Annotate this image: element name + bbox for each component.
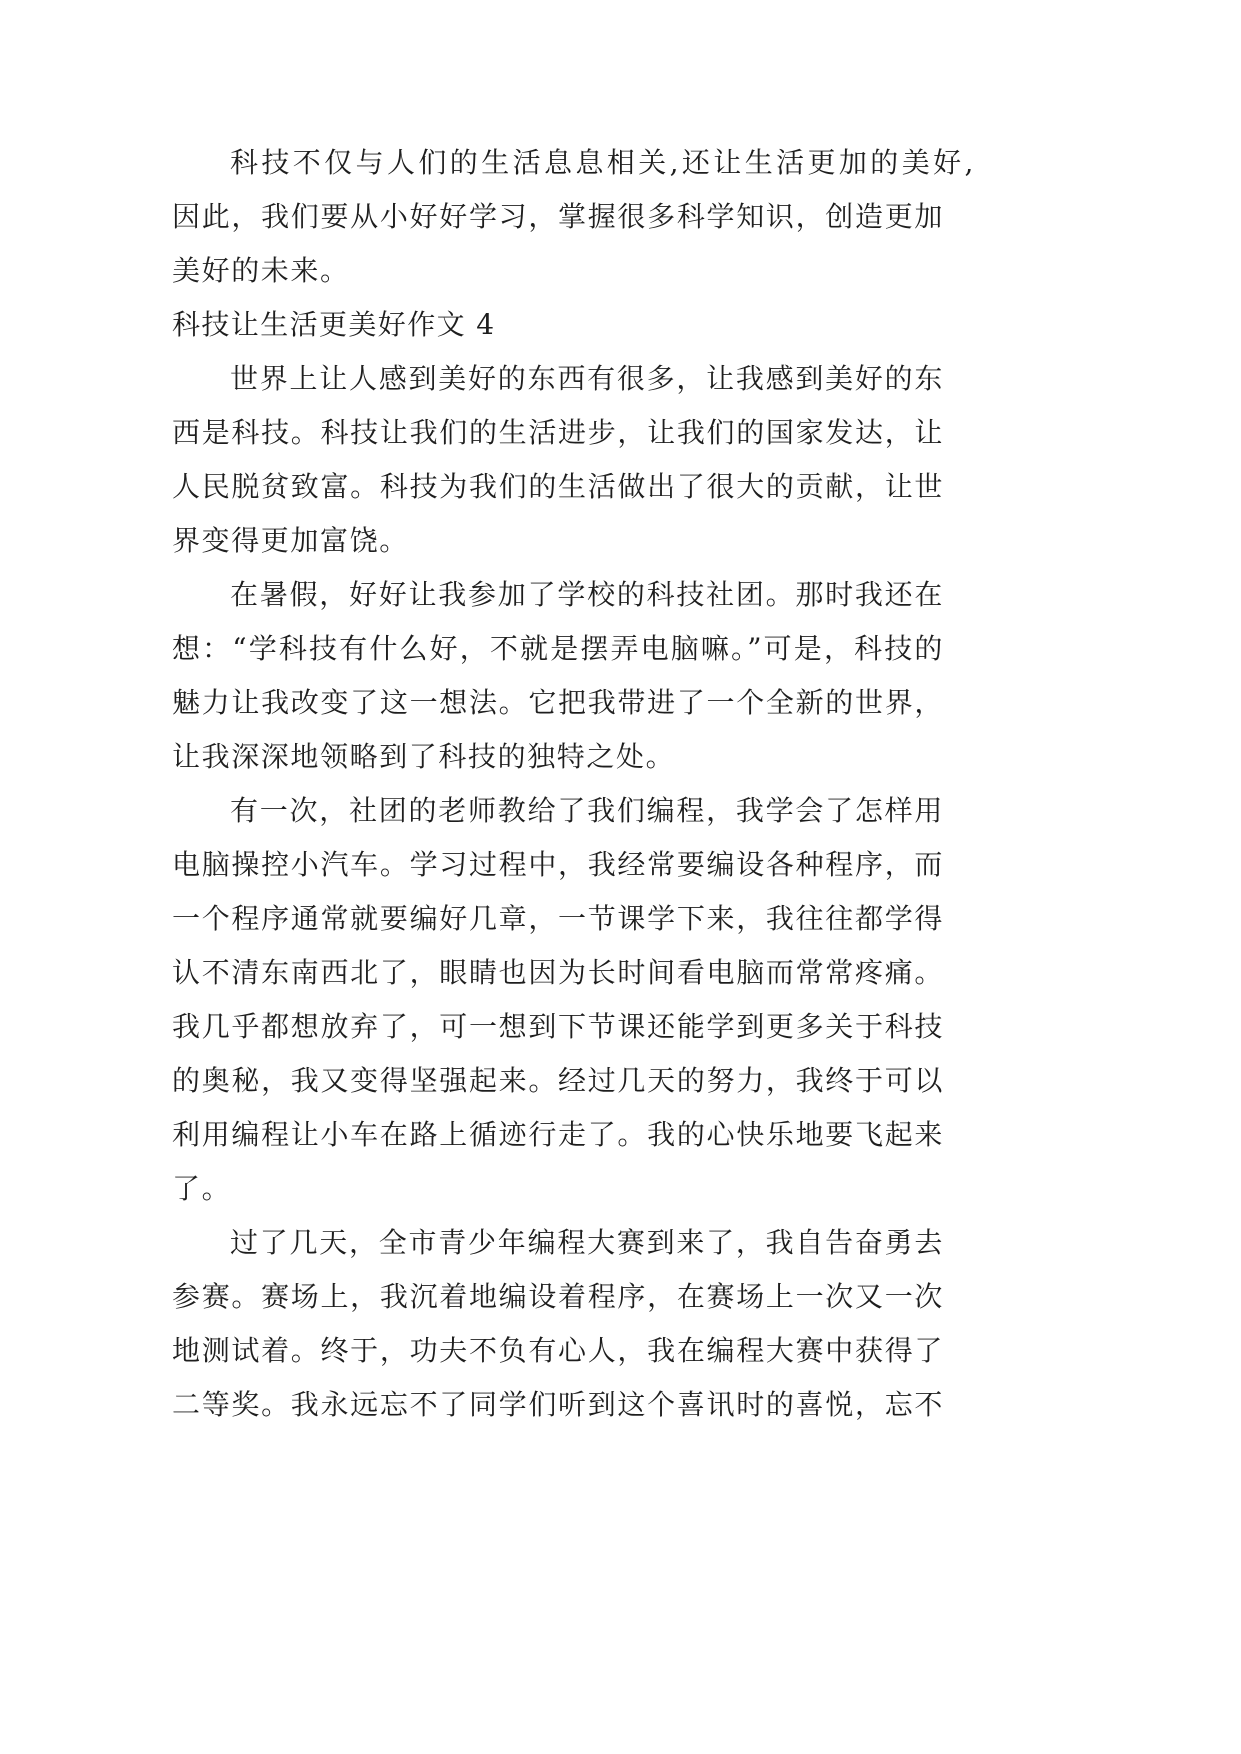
paragraph-line: 想：“学科技有什么好，不就是摆弄电脑嘛。”可是，科技的	[172, 632, 944, 665]
paragraph	[172, 1216, 944, 1432]
paragraph-line: 魅力让我改变了这一想法。它把我带进了一个全新的世界，	[172, 686, 944, 719]
paragraph-line: 在暑假，好好让我参加了学校的科技社团。那时我还在	[230, 578, 944, 611]
paragraph-continued	[172, 136, 975, 298]
paragraph-line: 利用编程让小车在路上循迹行走了。我的心快乐地要飞起来	[172, 1118, 944, 1151]
paragraph-line: 因此，我们要从小好好学习，掌握很多科学知识，创造更加	[172, 200, 944, 233]
paragraph-line: 参赛。赛场上，我沉着地编设着程序，在赛场上一次又一次	[172, 1280, 944, 1313]
paragraph	[172, 568, 944, 784]
paragraph-line: 了。	[172, 1172, 232, 1205]
paragraph-line: 有一次，社团的老师教给了我们编程，我学会了怎样用	[230, 794, 944, 827]
paragraph-line: 一个程序通常就要编好几章，一节课学下来，我往往都学得	[172, 902, 944, 935]
paragraph-line: 让我深深地领略到了科技的独特之处。	[172, 740, 676, 773]
paragraph	[172, 352, 944, 568]
paragraph-line: 人民脱贫致富。科技为我们的生活做出了很大的贡献，让世	[172, 470, 944, 503]
paragraph-line: 科技不仅与人们的生活息息相关,还让生活更加的美好,	[230, 146, 975, 179]
section-heading: 科技让生活更美好作文 4	[172, 308, 496, 341]
paragraph-line: 过了几天，全市青少年编程大赛到来了，我自告奋勇去	[230, 1226, 944, 1259]
paragraph-line: 二等奖。我永远忘不了同学们听到这个喜讯时的喜悦，忘不	[172, 1388, 944, 1421]
paragraph-line: 电脑操控小汽车。学习过程中，我经常要编设各种程序，而	[172, 848, 944, 881]
document-body	[172, 136, 975, 1432]
paragraph-line: 的奥秘，我又变得坚强起来。经过几天的努力，我终于可以	[172, 1064, 944, 1097]
paragraph-line: 我几乎都想放弃了，可一想到下节课还能学到更多关于科技	[172, 1010, 944, 1043]
paragraph-line: 认不清东南西北了，眼睛也因为长时间看电脑而常常疼痛。	[172, 956, 944, 989]
paragraph	[172, 784, 944, 1216]
paragraph-line: 界变得更加富饶。	[172, 524, 409, 557]
paragraph-line: 世界上让人感到美好的东西有很多，让我感到美好的东	[230, 362, 944, 395]
paragraph-line: 西是科技。科技让我们的生活进步，让我们的国家发达，让	[172, 416, 944, 449]
paragraph-line: 美好的未来。	[172, 254, 350, 287]
paragraph-line: 地测试着。终于，功夫不负有心人，我在编程大赛中获得了	[172, 1334, 944, 1367]
